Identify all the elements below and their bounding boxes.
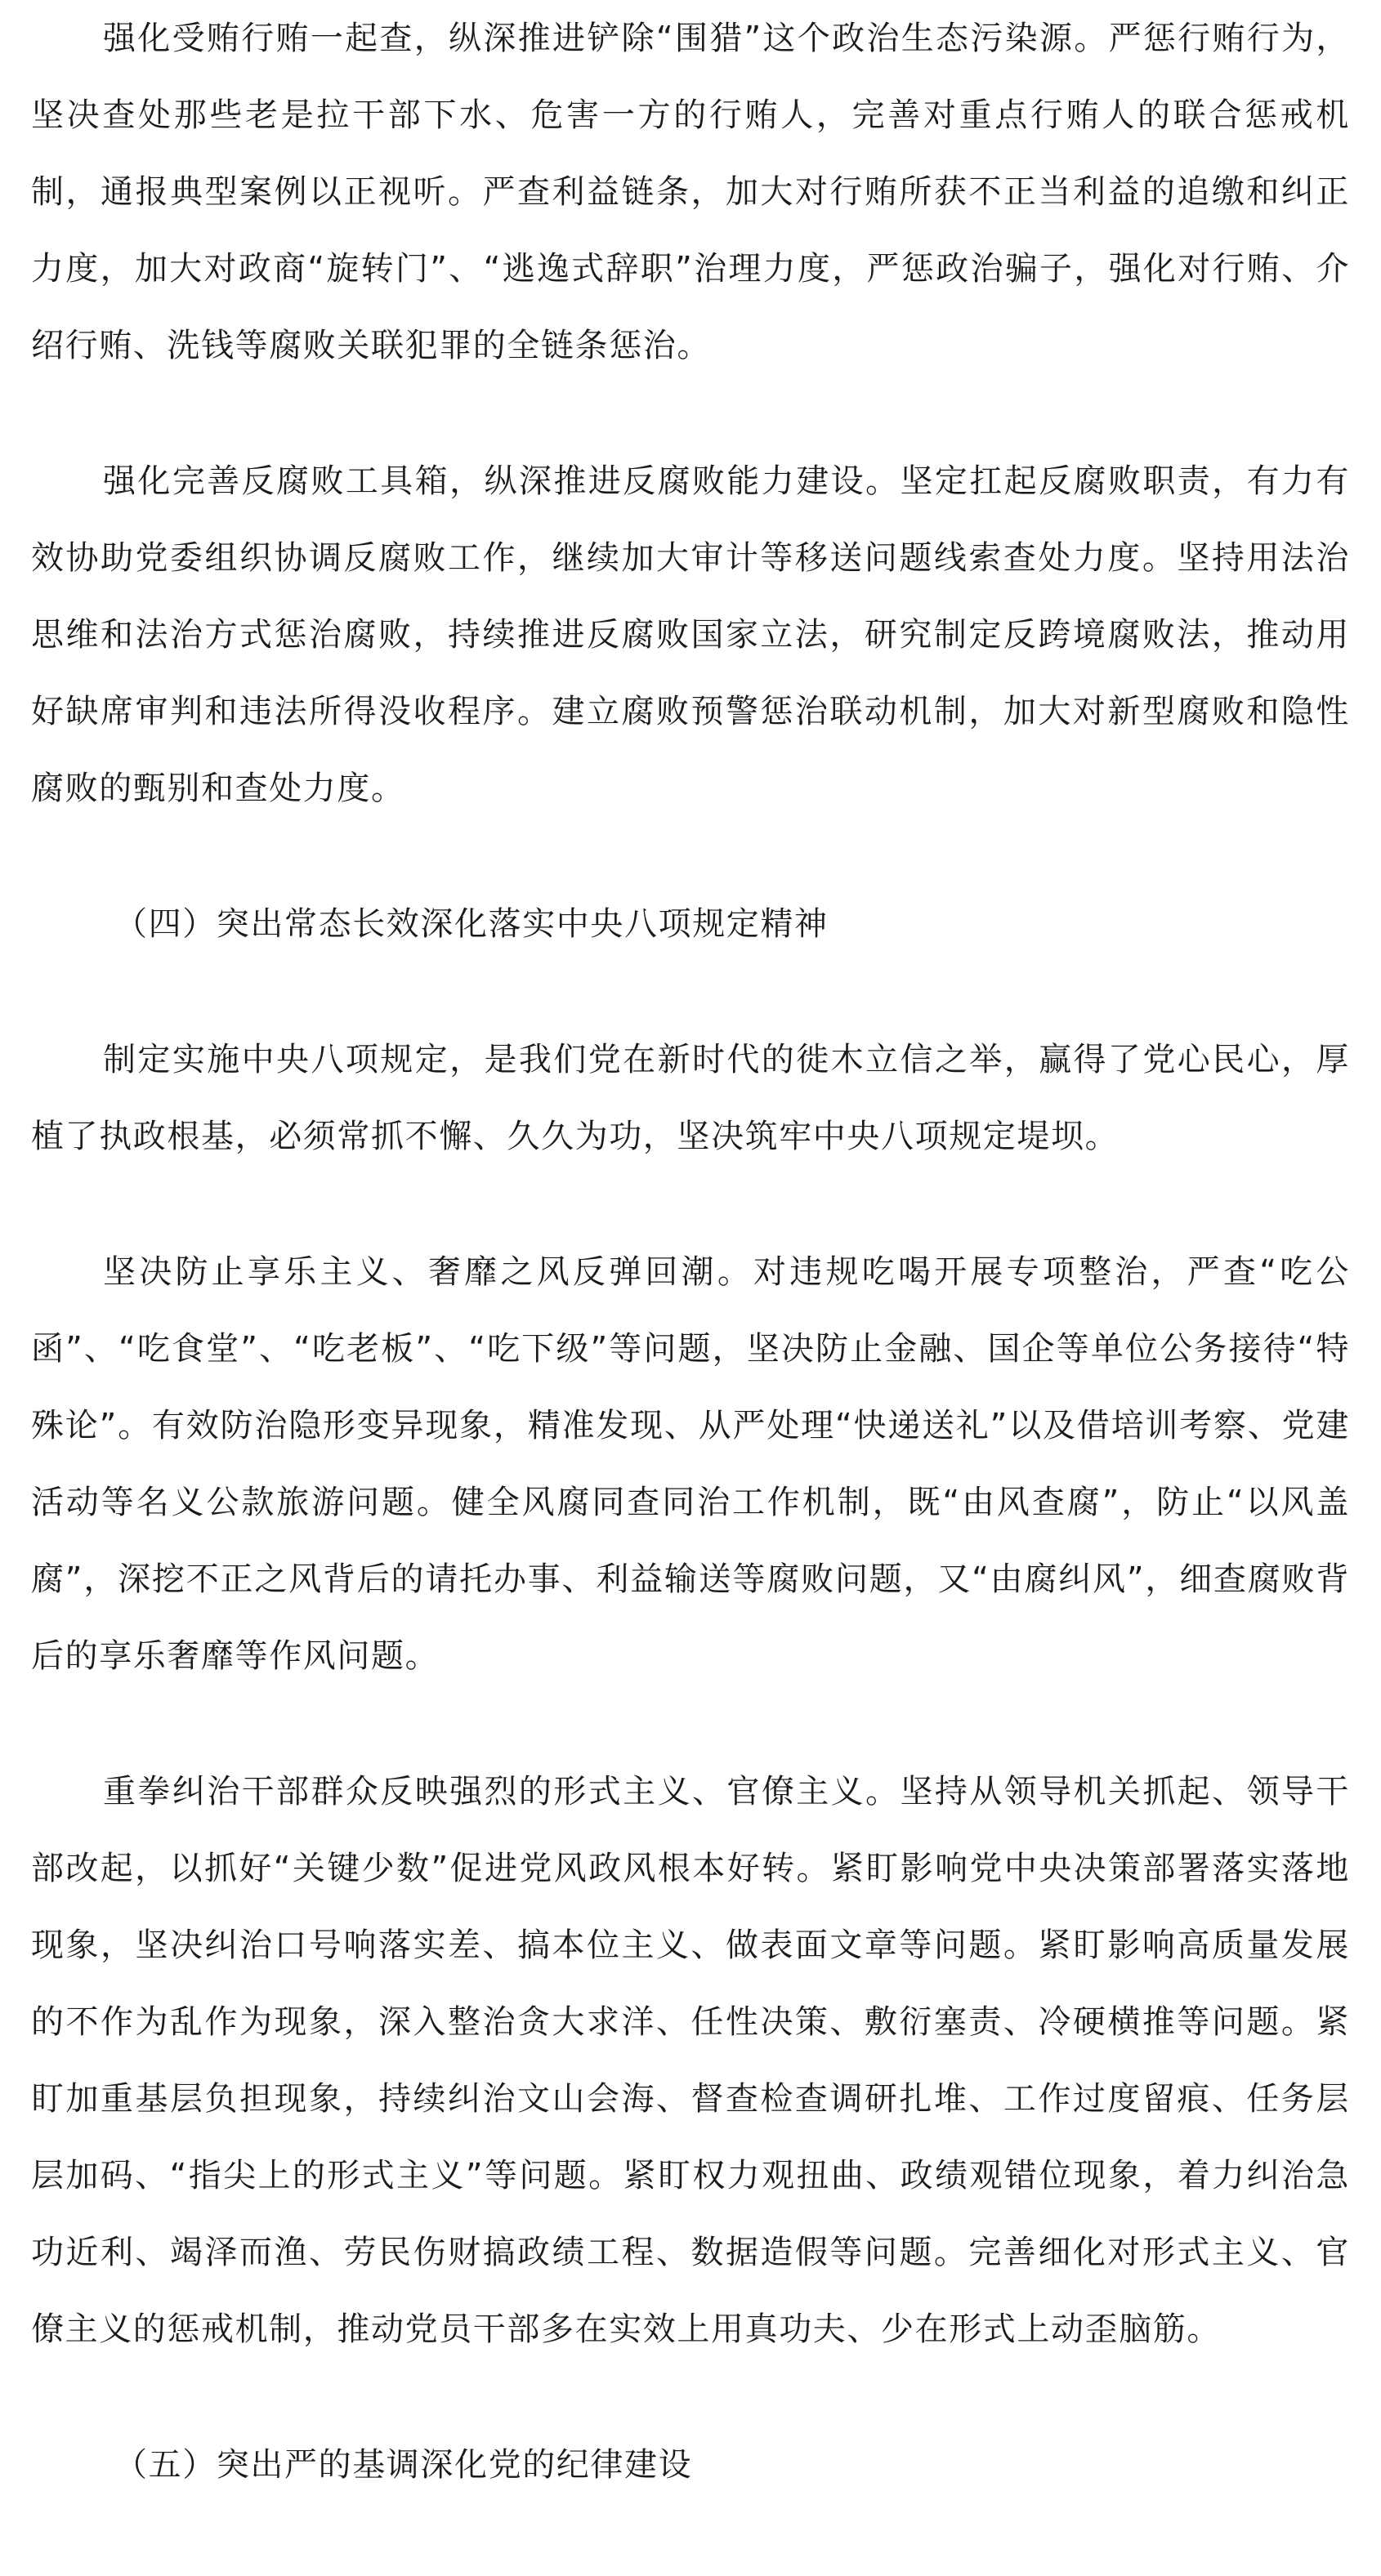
- paragraph-gap: [31, 962, 1350, 1021]
- paragraph-gap: [31, 1694, 1350, 1753]
- paragraph-gap: [31, 2368, 1350, 2426]
- paragraph-bribery: 强化受贿行贿一起查，纵深推进铲除“围猎”这个政治生态污染源。严惩行贿行为，坚决查处那些老是拉干部下水、危害一方的行贿人，完善对重点行贿人的联合惩戒机制，通报典型案例以正视听。严查利益链条，加大对行贿所获不正当利益的追缴和纠正力度，加大对政商“旋转门”、“逃逸式辞职”治理力度，严惩政治骗子，强化对行贿、介绍行贿、洗钱等腐败关联犯罪的全链条惩治。: [31, 20, 1350, 364]
- section-heading-four: （四）突出常态长效深化落实中央八项规定精神: [114, 905, 829, 943]
- paragraph-anticorruption-toolbox: 强化完善反腐败工具箱，纵深推进反腐败能力建设。坚定扛起反腐败职责，有力有效协助党委组织协调反腐败工作，继续加大审计等移送问题线索查处力度。坚持用法治思维和法治方式惩治腐败，持续推进反腐败国家立法，研究制定反跨境腐败法，推动用好缺席审判和违法所得没收程序。建立腐败预警惩治联动机制，加大对新型腐败和隐性腐败的甄别和查处力度。: [31, 462, 1350, 807]
- paragraph-formalism: 重拳纠治干部群众反映强烈的形式主义、官僚主义。坚持从领导机关抓起、领导干部改起，以抓好“关键少数”促进党风政风根本好转。紧盯影响党中央决策部署落实落地现象，坚决纠治口号响落实差、搞本位主义、做表面文章等问题。紧盯影响高质量发展的不作为乱作为现象，深入整治贪大求洋、任性决策、敷衍塞责、冷硬横推等问题。紧盯加重基层负担现象，持续纠治文山会海、督查检查调研扎堆、工作过度留痕、任务层层加码、“指尖上的形式主义”等问题。紧盯权力观扭曲、政绩观错位现象，着力纠治急功近利、竭泽而渔、劳民伤财搞政绩工程、数据造假等问题。完善细化对形式主义、官僚主义的惩戒机制，推动党员干部多在实效上用真功夫、少在形式上动歪脑筋。: [31, 1773, 1350, 2348]
- paragraph-hedonism: 坚决防止享乐主义、奢靡之风反弹回潮。对违规吃喝开展专项整治，严查“吃公函”、“吃食堂”、“吃老板”、“吃下级”等问题，坚决防止金融、国企等单位公务接待“特殊论”。有效防治隐形变异现象，精准发现、从严处理“快递送礼”以及借培训考察、党建活动等名义公款旅游问题。健全风腐同查同治工作机制，既“由风查腐”，防止“以风盖腐”，深挖不正之风背后的请托办事、利益输送等腐败问题，又“由腐纠风”，细查腐败背后的享乐奢靡等作风问题。: [31, 1253, 1350, 1675]
- paragraph-gap: [31, 384, 1350, 443]
- paragraph-eight-rules: 制定实施中央八项规定，是我们党在新时代的徙木立信之举，赢得了党心民心，厚植了执政根基，必须常抓不懈、久久为功，坚决筑牢中央八项规定堤坝。: [31, 1041, 1350, 1155]
- paragraph-gap: [31, 1175, 1350, 1234]
- paragraph-gap: [31, 827, 1350, 886]
- section-heading-five: （五）突出严的基调深化党的纪律建设: [114, 2446, 693, 2484]
